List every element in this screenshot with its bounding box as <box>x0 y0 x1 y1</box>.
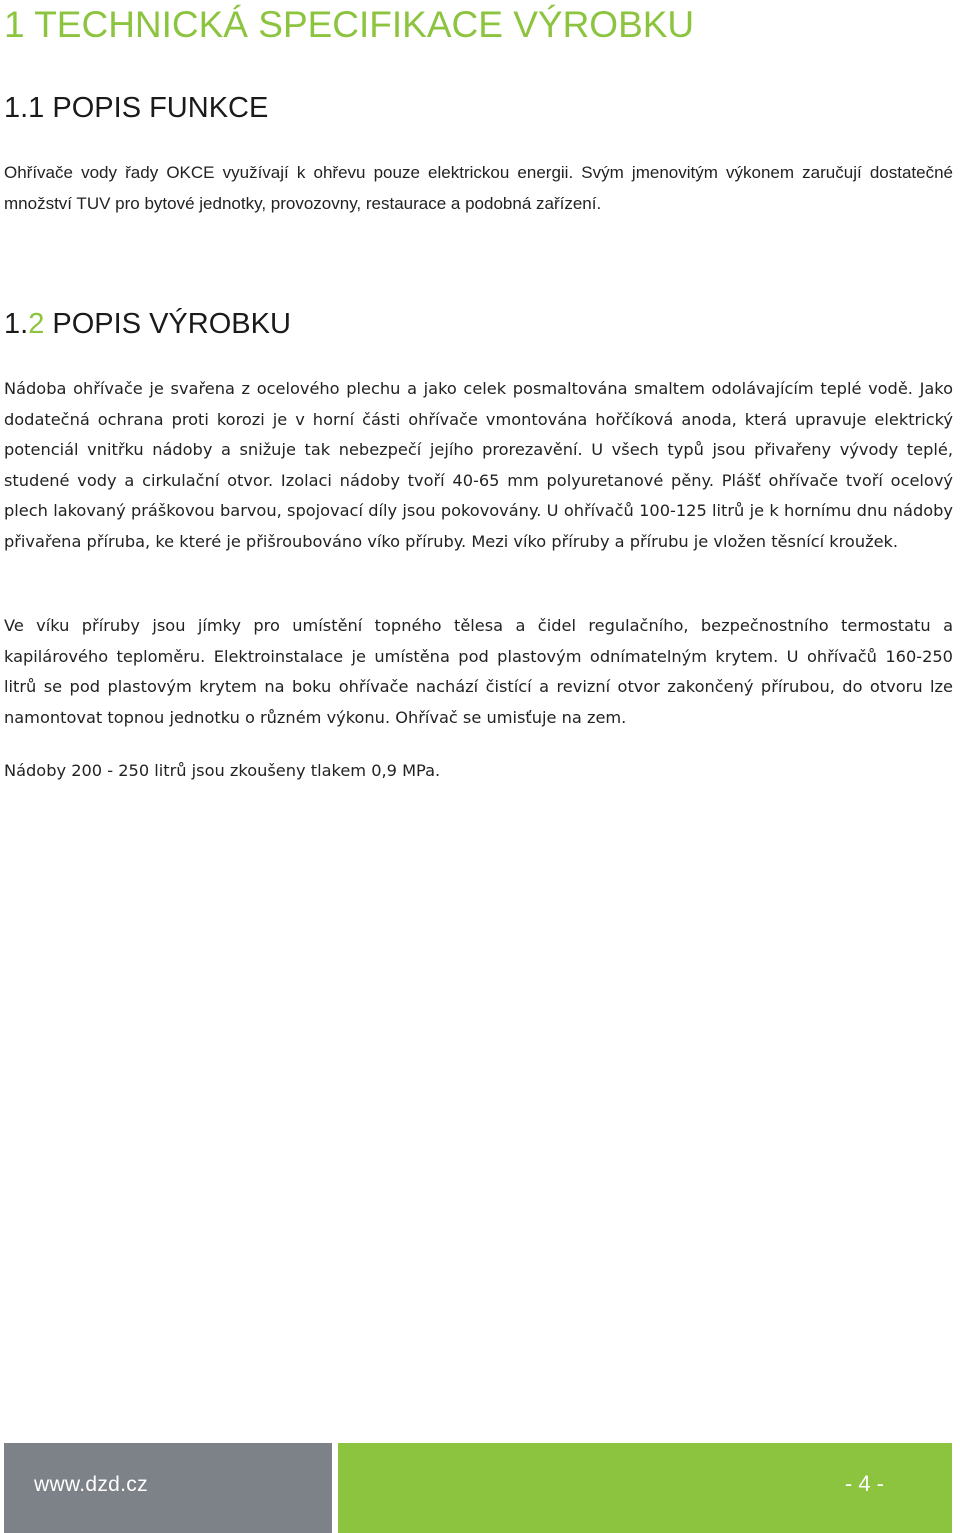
footer-page-block <box>338 1443 952 1533</box>
section-number-part: 2 <box>28 308 45 340</box>
section-title: POPIS FUNKCE <box>52 92 269 124</box>
section-number: 1.1 <box>4 92 45 124</box>
section-title: POPIS VÝROBKU <box>52 308 291 340</box>
section-paragraph: Ohřívače vody řady OKCE využívají k ohřevu pouze elektrickou energii. Svým jmenovitým výkonem zaručují dostatečné množství TUV pro bytové jednotky, provozovny, restaurace a podobná zařízení. <box>4 163 953 213</box>
footer-url: www.dzd.cz <box>34 1473 148 1496</box>
section-paragraph: Nádoby 200 - 250 litrů jsou zkoušeny tlakem 0,9 MPa. <box>4 761 441 780</box>
footer-url-block <box>4 1443 332 1533</box>
section-paragraph: Nádoba ohřívače je svařena z ocelového plechu a jako celek posmaltována smaltem odolávajícím teplé vodě. Jako dodatečná ochrana proti korozi je v horní části ohřívače vmontována hořčíková anoda, která upravuje elektrický potenciál vnitřku nádoby a snižuje tak nebezpečí jejího prorezavění. U všech typů jsou přivařeny vývody teplé, studené vody a cirkulační otvor. Izolaci nádoby tvoří 40-65 mm polyuretanové pěny. Plášť ohřívače tvoří ocelový plech lakovaný práškovou barvou, spojovací díly jsou pokovovány. U ohřívačů 100-125 litrů je k hornímu dnu nádoby přivařena příruba, ke které je přišroubováno víko příruby. Mezi víko příruby a přírubu je vložen těsnící kroužek. <box>4 379 953 551</box>
page-number: - 4 - <box>844 1471 884 1496</box>
section-heading-popis-funkce <box>4 90 268 126</box>
section-heading-popis-vyrobku <box>4 306 291 342</box>
section-paragraph: Ve víku příruby jsou jímky pro umístění topného tělesa a čidel regulačního, bezpečnostního termostatu a kapilárového teploměru. Elektroinstalace je umístěna pod plastovým odnímatelným krytem. U ohřívačů 160-250 litrů se pod plastovým krytem na boku ohřívače nachází čistící a revizní otvor zakončený přírubou, do otvoru lze namontovat topnou jednotku o různém výkonu. Ohřívač se umisťuje na zem. <box>4 616 953 727</box>
section-number-part: 1. <box>4 308 29 340</box>
page-heading: 1 TECHNICKÁ SPECIFIKACE VÝROBKU <box>4 4 695 45</box>
